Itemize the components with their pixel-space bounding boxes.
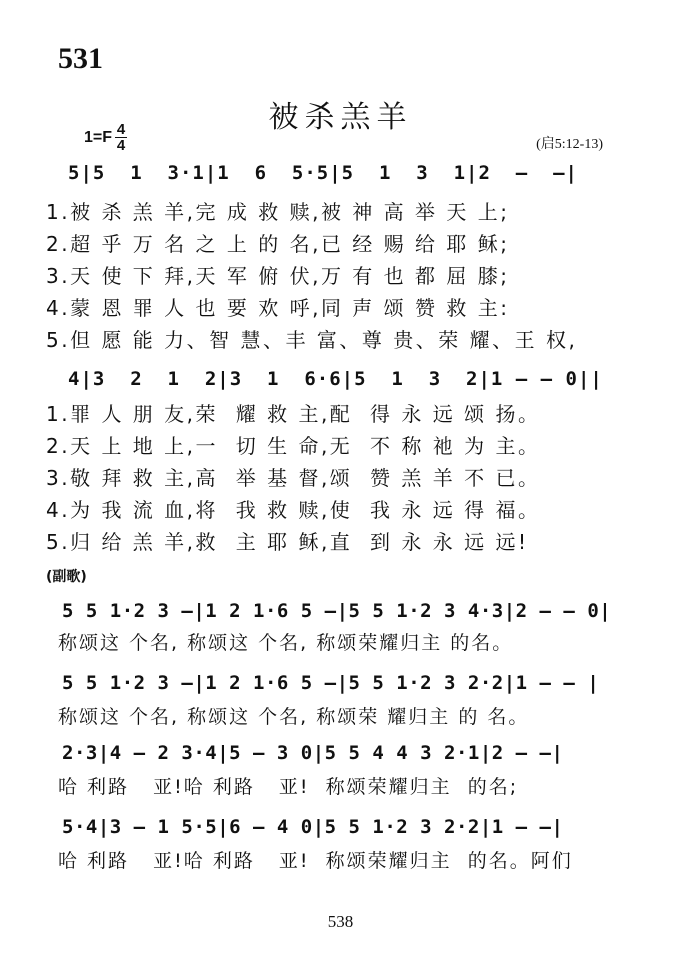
verse-lyric-line: 3.天 使 下 拜,天 军 俯 伏,万 有 也 都 屈 膝; — [46, 264, 510, 288]
verse-lyric-line: 3.敬 拜 救 主,高 举 基 督,颂 赞 羔 羊 不 已。 — [46, 466, 541, 490]
key-signature — [84, 122, 127, 153]
verse-lyric-line: 1.被 杀 羔 羊,完 成 救 赎,被 神 高 举 天 上; — [46, 200, 510, 224]
meter-top: 4 — [116, 121, 126, 138]
chorus-lyric-line: 哈 利路 亚!哈 利路 亚! 称颂荣耀归主 的名。阿们 — [58, 850, 573, 872]
chorus-notation-line: 5 5 1·2 3 –|1 2 1·6 5 –|5 5 1·2 3 4·3|2 – – 0| — [62, 600, 612, 622]
chorus-lyric-line: 哈 利路 亚!哈 利路 亚! 称颂荣耀归主 的名; — [58, 776, 519, 798]
verse-notation-line-1: 5|5 1 3·1|1 6 5·5|5 1 3 1|2 – –| — [68, 162, 578, 184]
hymn-title: 被杀羔羊 — [268, 100, 413, 135]
hymn-number: 531 — [58, 42, 103, 75]
chorus-notation-line: 5 5 1·2 3 –|1 2 1·6 5 –|5 5 1·2 3 2·2|1 – – | — [62, 672, 600, 694]
key-label: 1=F — [84, 128, 113, 146]
verse-lyrics-part-1 — [46, 196, 616, 356]
verse-lyric-line: 5.但 愿 能 力、智 慧、丰 富、尊 贵、荣 耀、王 权, — [46, 328, 578, 352]
verse-lyric-line: 2.超 乎 万 名 之 上 的 名,已 经 赐 给 耶 稣; — [46, 232, 510, 256]
time-signature — [115, 122, 127, 153]
verse-lyric-line: 1.罪 人 朋 友,荣 耀 救 主,配 得 永 远 颂 扬。 — [46, 402, 541, 426]
verse-lyric-line: 4.蒙 恩 罪 人 也 要 欢 呼,同 声 颂 赞 救 主: — [46, 296, 510, 320]
verse-lyric-line: 5.归 给 羔 羊,救 主 耶 稣,直 到 永 永 远 远! — [46, 530, 529, 554]
page-number: 538 — [327, 912, 354, 931]
scripture-reference: (启5:12-13) — [536, 137, 603, 152]
verse-lyric-line: 2.天 上 地 上,一 切 生 命,无 不 称 祂 为 主。 — [46, 434, 541, 458]
chorus-label: (副歌) — [46, 569, 87, 585]
meter-bottom: 4 — [116, 137, 126, 154]
verse-lyric-line: 4.为 我 流 血,将 我 救 赎,使 我 永 远 得 福。 — [46, 498, 541, 522]
verse-notation-line-2: 4|3 2 1 2|3 1 6·6|5 1 3 2|1 – – 0|| — [68, 368, 603, 390]
chorus-notation-line: 2·3|4 – 2 3·4|5 – 3 0|5 5 4 4 3 2·1|2 – –| — [62, 742, 564, 764]
chorus-notation-line: 5·4|3 – 1 5·5|6 – 4 0|5 5 1·2 3 2·2|1 – –| — [62, 816, 564, 838]
verse-lyrics-part-2 — [46, 398, 616, 558]
chorus-lyric-line: 称颂这 个名, 称颂这 个名, 称颂荣耀归主 的名。 — [58, 632, 514, 654]
chorus-lyric-line: 称颂这 个名, 称颂这 个名, 称颂荣 耀归主 的 名。 — [58, 706, 530, 728]
